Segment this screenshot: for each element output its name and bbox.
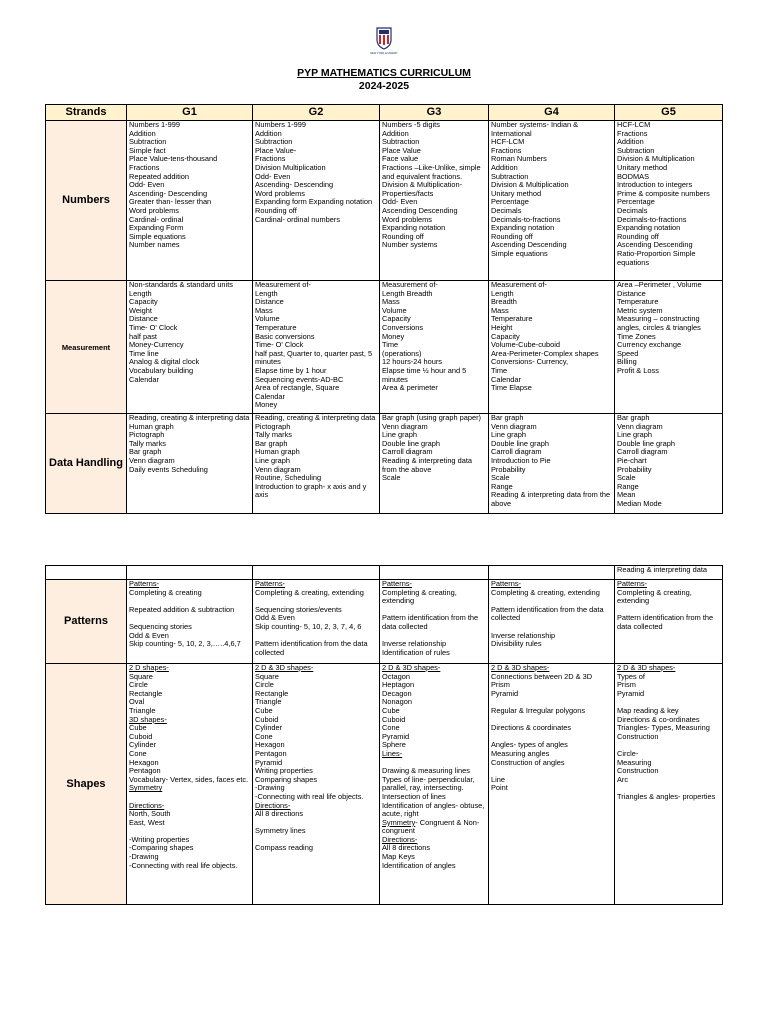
measurement-g2: Measurement of- Length Distance Mass Volume Temperature Basic conversions Time- O' Clock half past, Quarter to, quarter past, 5 minutes Elapse time by 1 hour Sequencing events-AD-BC Area of rectangle, Square Calendar Money <box>253 281 380 414</box>
data-handling-g3: Bar graph (using graph paper) Venn diagram Line graph Double line graph Carroll diagram Reading & interpreting data from the above Scale <box>380 414 489 514</box>
header-g2: G2 <box>253 105 380 121</box>
table-row-shapes <box>46 664 723 905</box>
measurement-g1: Non-standards & standard units Length Capacity Weight Distance Time- O' Clock half past Money-Currency Time line Analog & digital clock Vocabulary building Calendar <box>127 281 253 414</box>
curriculum-table-continued <box>45 565 723 905</box>
header-strands: Strands <box>46 105 127 121</box>
data-handling-g1: Reading, creating & interpreting data Human graph Pictograph Tally marks Bar graph Venn diagram Daily events Scheduling <box>127 414 253 514</box>
shapes-g3: 2 D & 3D shapes- Octagon Heptagon Decagon Nonagon Cube Cuboid Cone Pyramid Sphere Lines- Drawing & measuring lines Types of line- perpendicular, parallel, ray, intersecting. Intersection of lines Identification of angles- obtuse, acute, right Symmetry- Congruent & Non-congruent Directions- All 8 directions Map Keys Identification of angles <box>380 664 489 905</box>
data-handling-g4: Bar graph Venn diagram Line graph Double line graph Carroll diagram Introduction to Pie Probability Scale Range Reading & interpreting data from the above <box>489 414 615 514</box>
strand-patterns: Patterns <box>46 580 127 664</box>
data-handling-g2: Reading, creating & interpreting data Pictograph Tally marks Bar graph Human graph Line graph Venn diagram Routine, Scheduling Introduction to graph- x axis and y axis <box>253 414 380 514</box>
strand-measurement: Measurement <box>46 281 127 414</box>
shapes-g1: 2 D shapes- Square Circle Rectangle Oval Triangle 3D shapes- Cube Cuboid Cylinder Cone Hexagon Pentagon Vocabulary- Vertex, sides, faces etc. Symmetry Directions- North, South East, West -Writing properties -Comparing shapes -Drawing -Connecting with real life objects. <box>127 664 253 905</box>
numbers-g4: Number systems- Indian & International HCF-LCM Fractions Roman Numbers Addition Subtraction Division & Multiplication Unitary method Percentage Decimals Decimals-to-fractions Expanding notation Rounding off Ascending Descending Simple equations <box>489 121 615 281</box>
patterns-g4: Patterns- Completing & creating, extending Pattern identification from the data collected Inverse relationship Divisibility rules <box>489 580 615 664</box>
header-g3: G3 <box>380 105 489 121</box>
table-row-patterns <box>46 580 723 664</box>
school-logo <box>372 26 396 56</box>
numbers-g1: Numbers 1-999 Addition Subtraction Simple fact Place Value-tens-thousand Fractions Repeated addition Odd- Even Ascending- Descending Greater than- lesser than Word problems Cardinal- ordinal Expanding Form Simple equations Number names <box>127 121 253 281</box>
table-row-numbers <box>46 121 723 281</box>
strand-numbers: Numbers <box>46 121 127 281</box>
table-header-row <box>46 105 723 121</box>
table-row-continuation <box>46 566 723 580</box>
strand-data-handling: Data Handling <box>46 414 127 514</box>
table-row-data-handling <box>46 414 723 514</box>
document-title: PYP MATHEMATICS CURRICULUM <box>297 67 471 79</box>
measurement-g3: Measurement of- Length Breadth Mass Volume Capacity Conversions Money Time (operations) 12 hours-24 hours Elapse time ½ hour and 5 minutes Area & perimeter <box>380 281 489 414</box>
continuation-g5: Reading & interpreting data <box>615 566 723 580</box>
data-handling-g5: Bar graph Venn diagram Line graph Double line graph Carroll diagram Pie-chart Probability Scale Range Mean Median Mode <box>615 414 723 514</box>
patterns-g2: Patterns- Completing & creating, extending Sequencing stories/events Odd & Even Skip counting- 5, 10, 2, 3, 7, 4, 6 Pattern identification from the data collected <box>253 580 380 664</box>
patterns-g5: Patterns- Completing & creating, extending Pattern identification from the data collected <box>615 580 723 664</box>
patterns-g1: Patterns- Completing & creating Repeated addition & subtraction Sequencing stories Odd & Even Skip counting- 5, 10, 2, 3,…..4,6,7 <box>127 580 253 664</box>
header-g1: G1 <box>127 105 253 121</box>
numbers-g5: HCF-LCM Fractions Addition Subtraction Division & Multiplication Unitary method BODMAS Introduction to integers Prime & composite numbers Percentage Decimals Decimals-to-fractions Expanding notation Rounding off Ascending Descending Ratio-Proportion Simple equations <box>615 121 723 281</box>
measurement-g4: Measurement of- Length Breadth Mass Temperature Height Capacity Volume-Cube-cuboid Area-Perimeter-Complex shapes Conversions- Currency, Time Calendar Time Elapse <box>489 281 615 414</box>
shapes-g2: 2 D & 3D shapes- Square Circle Rectangle Triangle Cube Cuboid Cylinder Cone Hexagon Pentagon Pyramid Writing properties Comparing shapes -Drawing -Connecting with real life objects. Directions- All 8 directions Symmetry lines Compass reading <box>253 664 380 905</box>
shapes-g5: 2 D & 3D shapes- Types of Prism Pyramid Map reading & key Directions & co-ordinates Triangles- Types, Measuring Construction Circle- Measuring Construction Arc Triangles & angles- properties <box>615 664 723 905</box>
document-year: 2024-2025 <box>358 80 410 92</box>
header-g4: G4 <box>489 105 615 121</box>
numbers-g2: Numbers 1-999 Addition Subtraction Place Value- Fractions Division Multiplication Odd- Even Ascending- Descending Word problems Expanding form Expanding notation Rounding off Cardinal- ordinal numbers <box>253 121 380 281</box>
curriculum-table <box>45 104 723 514</box>
measurement-g5: Area –Perimeter , Volume Distance Temperature Metric system Measuring – constructing angles, circles & triangles Time Zones Currency exchange Speed Billing Profit & Loss <box>615 281 723 414</box>
strand-shapes: Shapes <box>46 664 127 905</box>
logo-text: NEW YORK ACADEMY <box>370 52 398 55</box>
numbers-g3: Numbers -5 digits Addition Subtraction Place Value Face value Fractions –Like-Unlike, simple and equivalent fractions. Division & Multiplication-Properties/facts Odd- Even Ascending Descending Word problems Expanding notation Rounding off Number systems <box>380 121 489 281</box>
patterns-g3: Patterns- Completing & creating, extending Pattern identification from the data collected Inverse relationship Identification of rules <box>380 580 489 664</box>
shapes-g4: 2 D & 3D shapes- Connections between 2D & 3D Prism Pyramid Regular & Irregular polygons Directions & coordinates Angles- types of angles Measuring angles Construction of angles Line Point <box>489 664 615 905</box>
header-g5: G5 <box>615 105 723 121</box>
table-row-measurement <box>46 281 723 414</box>
